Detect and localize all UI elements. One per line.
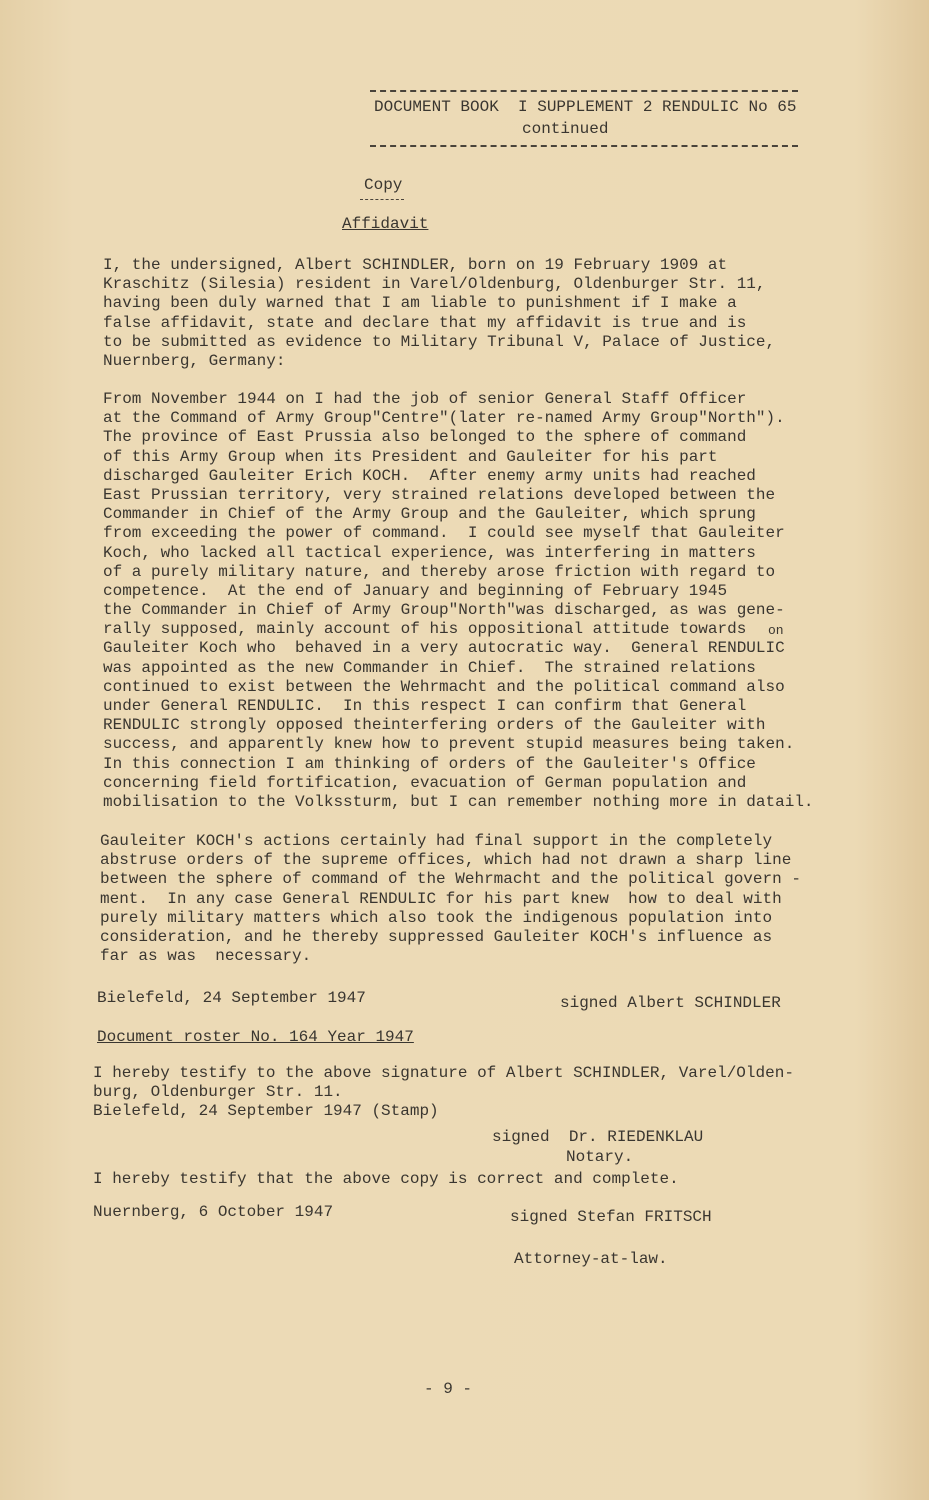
copy-underline: [360, 199, 404, 200]
text-line: RENDULIC strongly opposed theinterfering orders of the Gauleiter with: [103, 716, 766, 735]
text-line: burg, Oldenburger Str. 11.: [93, 1083, 343, 1102]
affiant-signature: signed Albert SCHINDLER: [560, 994, 781, 1012]
text-line: Bielefeld, 24 September 1947 (Stamp): [93, 1102, 439, 1121]
attorney-title: Attorney-at-law.: [514, 1250, 668, 1268]
paragraph-main: [103, 390, 814, 812]
copy-label: Copy: [364, 176, 403, 194]
document-header-subtitle: continued: [522, 120, 609, 138]
page-number: - 9 -: [424, 1380, 473, 1398]
affidavit-heading: Affidavit: [342, 215, 429, 233]
text-line: Nuernberg, Germany:: [103, 351, 286, 370]
notary-signature: signed Dr. RIEDENKLAU: [492, 1128, 704, 1146]
text-line: In this connection I am thinking of orders of the Gauleiter's Office: [103, 754, 756, 773]
text-line: ment. In any case General RENDULIC for his part knew how to deal with: [100, 889, 782, 908]
text-line: at the Command of Army Group"Centre"(later re-named Army Group"North").: [103, 409, 785, 428]
notary-title: Notary.: [566, 1148, 634, 1166]
handwritten-insertion: on: [768, 623, 784, 638]
text-line: Koch, who lacked all tactical experience, was interfering in matters: [103, 543, 756, 562]
notary-statement: [93, 1064, 794, 1122]
text-line: the Commander in Chief of Army Group"North"was discharged, as was gene-: [103, 601, 785, 620]
text-line: competence. At the end of January and beginning of February 1945: [103, 581, 728, 600]
header-rule-top: [370, 90, 798, 92]
text-line: abstruse orders of the supreme offices, which had not drawn a sharp line: [100, 851, 792, 870]
paragraph-intro: [103, 256, 775, 371]
text-line: from exceeding the power of command. I could see myself that Gauleiter: [103, 524, 785, 543]
text-line: The province of East Prussia also belonged to the sphere of command: [103, 428, 747, 447]
text-line: was appointed as the new Commander in Chief. The strained relations: [103, 658, 756, 677]
text-line: Commander in Chief of the Army Group and the Gauleiter, which sprung: [103, 505, 756, 524]
document-roster: Document roster No. 164 Year 1947: [97, 1028, 414, 1046]
text-line: discharged Gauleiter Erich KOCH. After enemy army units had reached: [103, 466, 756, 485]
text-line: rally supposed, mainly account of his oppositional attitude towards: [103, 620, 747, 639]
text-line: I, the undersigned, Albert SCHINDLER, born on 19 February 1909 at: [103, 256, 728, 274]
text-line: continued to exist between the Wehrmacht and the political command also: [103, 677, 785, 696]
text-line: consideration, and he thereby suppressed Gauleiter KOCH's influence as: [100, 927, 773, 946]
text-line: to be submitted as evidence to Military Tribunal V, Palace of Justice,: [103, 332, 776, 351]
text-line: Gauleiter Koch who behaved in a very autocratic way. General RENDULIC: [103, 639, 785, 658]
sign-place-date: Bielefeld, 24 September 1947: [97, 989, 366, 1007]
attorney-signature: signed Stefan FRITSCH: [510, 1208, 712, 1226]
text-line: under General RENDULIC. In this respect I can confirm that General: [103, 697, 747, 715]
text-line: Gauleiter KOCH's actions certainly had final support in the completely: [100, 832, 773, 850]
text-line: purely military matters which also took the indigenous population into: [100, 908, 773, 927]
text-line: having been duly warned that I am liable to punishment if I make a: [103, 294, 737, 313]
text-line: of a purely military nature, and thereby arose friction with regard to: [103, 562, 776, 581]
document-header-title: DOCUMENT BOOK I SUPPLEMENT 2 RENDULIC No 65: [374, 98, 797, 116]
text-line: of this Army Group when its President and Gauleiter for his part: [103, 447, 718, 466]
text-line: success, and apparently knew how to prevent stupid measures being taken.: [103, 735, 795, 754]
text-line: mobilisation to the Volkssturm, but I can remember nothing more in datail.: [103, 792, 814, 811]
certification-statement: I hereby testify that the above copy is correct and complete.: [93, 1170, 679, 1188]
text-line: East Prussian territory, very strained relations developed between the: [103, 485, 776, 504]
text-line: between the sphere of command of the Wehrmacht and the political govern -: [100, 870, 801, 889]
text-line: From November 1944 on I had the job of senior General Staff Officer: [103, 390, 747, 408]
text-line: I hereby testify to the above signature of Albert SCHINDLER, Varel/Olden-: [93, 1064, 794, 1082]
text-line: concerning field fortification, evacuation of German population and: [103, 773, 747, 792]
certification-place-date: Nuernberg, 6 October 1947: [93, 1203, 334, 1221]
header-rule-bottom: [370, 145, 798, 147]
text-line: far as was necessary.: [100, 947, 312, 966]
text-line: Kraschitz (Silesia) resident in Varel/Oldenburg, Oldenburger Str. 11,: [103, 275, 766, 294]
paragraph-conclusion: [100, 832, 801, 966]
text-line: false affidavit, state and declare that my affidavit is true and is: [103, 313, 747, 332]
